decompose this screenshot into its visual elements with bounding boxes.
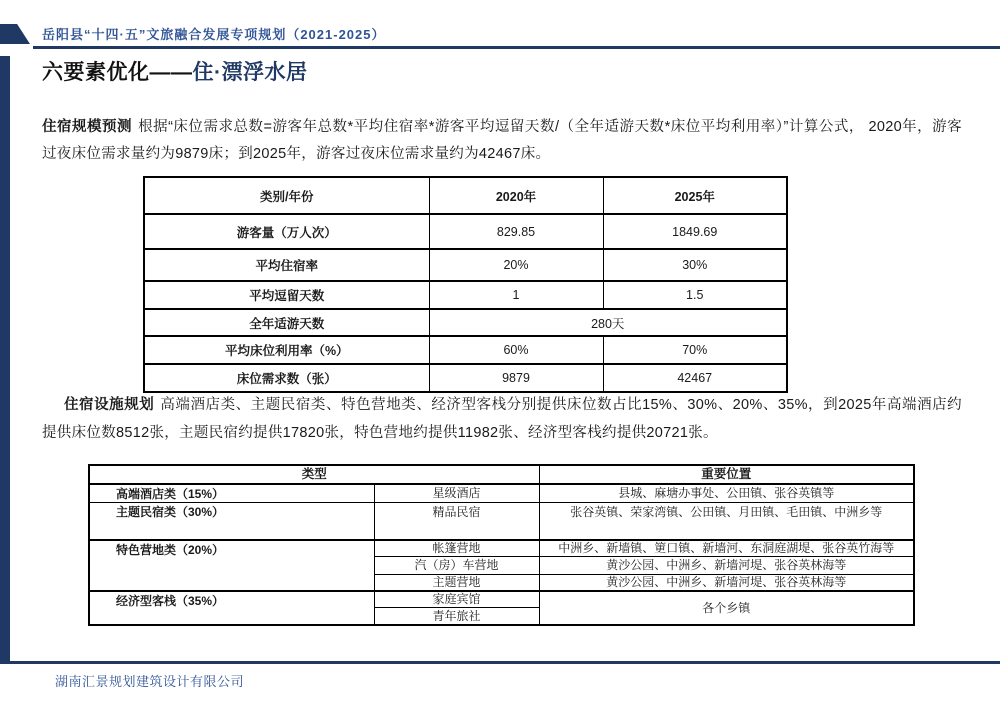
table-row: [89, 540, 914, 557]
cell-value: 829.85: [429, 214, 603, 249]
row-label: 平均住宿率: [144, 249, 429, 281]
table1-header-2025: 2025年: [603, 177, 787, 214]
row-label: 平均逗留天数: [144, 281, 429, 309]
paragraph-facility-plan: [42, 391, 962, 447]
row-label: 全年适游天数: [144, 309, 429, 336]
locations-cell: 张谷英镇、荣家湾镇、公田镇、月田镇、毛田镇、中洲乡等: [539, 503, 914, 541]
table1-header-category: 类别/年份: [144, 177, 429, 214]
locations-cell: 黄沙公园、中洲乡、新墙河堤、张谷英林海等: [539, 557, 914, 575]
cell-value: 1.5: [603, 281, 787, 309]
table-row: [144, 309, 787, 336]
subtype-cell: 精品民宿: [374, 503, 539, 541]
paragraph2-label: 住宿设施规划: [64, 397, 155, 413]
row-label: 平均床位利用率（%）: [144, 336, 429, 364]
category-label: 主题民宿类（30%）: [89, 503, 374, 541]
subtype-cell: 星级酒店: [374, 484, 539, 503]
header-divider-line: [33, 46, 1000, 49]
subtype-cell: 帐篷营地: [374, 540, 539, 557]
table-header-row: [89, 465, 914, 484]
left-accent-bar: [0, 56, 10, 662]
cell-value: 42467: [603, 364, 787, 392]
paragraph2-text: 高端酒店类、主题民宿类、特色营地类、经济型客栈分别提供床位数占比15%、30%、20%、35%，到2025年高端酒店约 提供床位数8512张，主题民宿约提供17820张，特色营地约提供11982张、经济型客栈约提供20721张。: [42, 397, 962, 441]
document-header-title: 岳阳县“十四·五”文旅融合发展专项规划（2021-2025）: [42, 27, 386, 42]
category-label: 特色营地类（20%）: [89, 540, 374, 591]
locations-cell: 中洲乡、新墙镇、筻口镇、新墙河、东洞庭湖堤、张谷英竹海等: [539, 540, 914, 557]
cell-value: 60%: [429, 336, 603, 364]
page-title-prefix: 六要素优化——: [42, 61, 193, 84]
table-row: [144, 336, 787, 364]
paragraph1-label: 住宿规模预测: [42, 119, 133, 135]
table-row: [144, 281, 787, 309]
table-row: [89, 484, 914, 503]
footer-divider-line: [0, 661, 1000, 664]
footer-company-name: 湖南汇景规划建筑设计有限公司: [55, 674, 245, 689]
locations-cell: 黄沙公园、中洲乡、新墙河堤、张谷英林海等: [539, 575, 914, 592]
category-label: 经济型客栈（35%）: [89, 591, 374, 625]
table1-header-2020: 2020年: [429, 177, 603, 214]
subtype-cell: 主题营地: [374, 575, 539, 592]
cell-value-merged: 280天: [429, 309, 787, 336]
table-row: [144, 249, 787, 281]
table-header-row: [144, 177, 787, 214]
row-label: 游客量（万人次）: [144, 214, 429, 249]
corner-flag-shape: [0, 24, 30, 44]
page-title-highlight: 住·漂浮水居: [192, 61, 308, 84]
cell-value: 1: [429, 281, 603, 309]
subtype-cell: 青年旅社: [374, 608, 539, 626]
table-row: [89, 503, 914, 541]
bed-demand-table: [143, 176, 788, 393]
cell-value: 30%: [603, 249, 787, 281]
subtype-cell: 家庭宾馆: [374, 591, 539, 608]
cell-value: 20%: [429, 249, 603, 281]
locations-cell: 县城、麻塘办事处、公田镇、张谷英镇等: [539, 484, 914, 503]
cell-value: 9879: [429, 364, 603, 392]
facility-plan-table: [88, 464, 915, 626]
row-label: 床位需求数（张）: [144, 364, 429, 392]
category-label: 高端酒店类（15%）: [89, 484, 374, 503]
cell-value: 1849.69: [603, 214, 787, 249]
table-row: [144, 364, 787, 392]
table-row: [89, 591, 914, 608]
paragraph-bed-demand-forecast: [42, 114, 962, 168]
paragraph1-text: 根据“床位需求总数=游客年总数*平均住宿率*游客平均逗留天数/（全年适游天数*床位平均利用率）”计算公式， 2020年，游客过夜床位需求量约为9879床；到2025年，游客过夜床位需求量约为42467床。: [42, 119, 962, 162]
page-title: [42, 56, 308, 86]
cell-value: 70%: [603, 336, 787, 364]
table-row: [144, 214, 787, 249]
subtype-cell: 汽（房）车营地: [374, 557, 539, 575]
table2-header-type: 类型: [89, 465, 539, 484]
locations-cell-merged: 各个乡镇: [539, 591, 914, 625]
table2-header-location: 重要位置: [539, 465, 914, 484]
